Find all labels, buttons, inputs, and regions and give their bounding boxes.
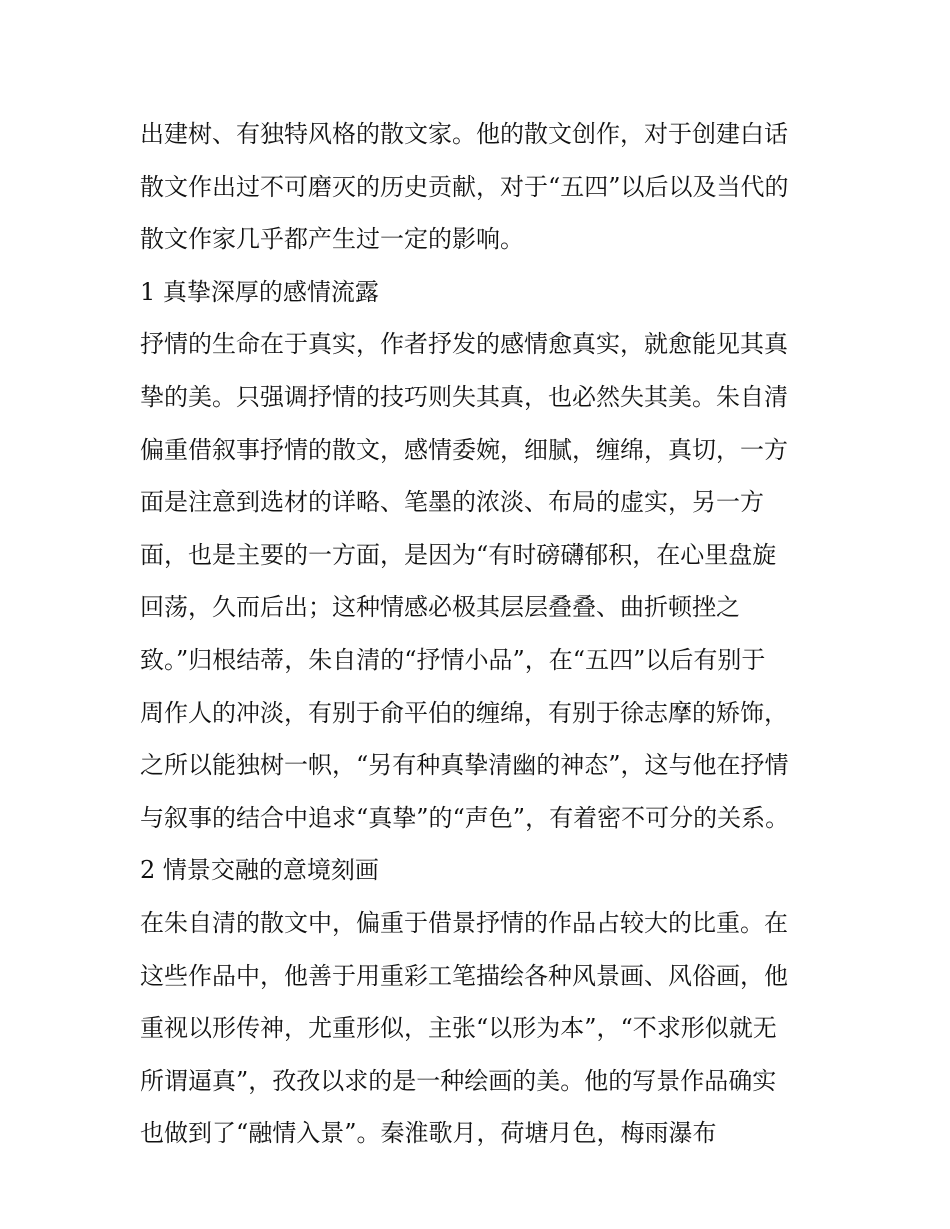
body-line: 出建树、有独特风格的散文家。他的散文创作，对于创建白话 [140,120,788,148]
body-line: 面，也是主要的一方面，是因为“有时磅礴郁积，在心里盘旋 [140,540,777,569]
body-line: 致。”归根结蒂，朱自清的“抒情小品”，在“五四”以后有别于 [140,645,766,674]
body-line: 之所以能独树一帜，“另有种真挚清幽的神态”，这与他在抒情 [140,751,789,780]
body-line: 散文作出过不可磨灭的历史贡献，对于“五四”以后以及当代的 [140,172,789,201]
body-line: 散文作家几乎都产生过一定的影响。 [140,225,524,254]
body-line: 重视以形传神，尤重形似，主张“以形为本”，“不求形似就无 [140,1014,777,1043]
body-line: 周作人的冲淡，有别于俞平伯的缠绵，有别于徐志摩的矫饰， [140,698,788,727]
body-line: 在朱自清的散文中，偏重于借景抒情的作品占较大的比重。在 [140,908,788,937]
body-line: 也做到了“融情入景”。秦淮歌月，荷塘月色，梅雨瀑布 [140,1119,717,1148]
body-line: 与叙事的结合中追求“真挚”的“声色”，有着密不可分的关系。 [140,803,790,832]
body-line: 回荡，久而后出；这种情感必极其层层叠叠、曲折顿挫之 [140,593,740,622]
body-line: 这些作品中，他善于用重彩工笔描绘各种风景画、风俗画，他 [140,961,788,990]
section-heading: 2 情景交融的意境刻画 [140,856,379,885]
body-line: 所谓逼真”，孜孜以求的是一种绘画的美。他的写景作品确实 [140,1066,777,1095]
body-line: 偏重借叙事抒情的散文，感情委婉，细腻，缠绵，真切，一方 [140,435,788,464]
body-line: 面是注意到选材的详略、笔墨的浓淡、布局的虚实，另一方 [140,488,764,517]
document-body [140,108,830,1160]
body-line: 抒情的生命在于真实，作者抒发的感情愈真实，就愈能见其真 [140,330,788,359]
section-heading: 1 真挚深厚的感情流露 [140,277,379,306]
body-line: 挚的美。只强调抒情的技巧则失其真，也必然失其美。朱自清 [140,382,788,411]
